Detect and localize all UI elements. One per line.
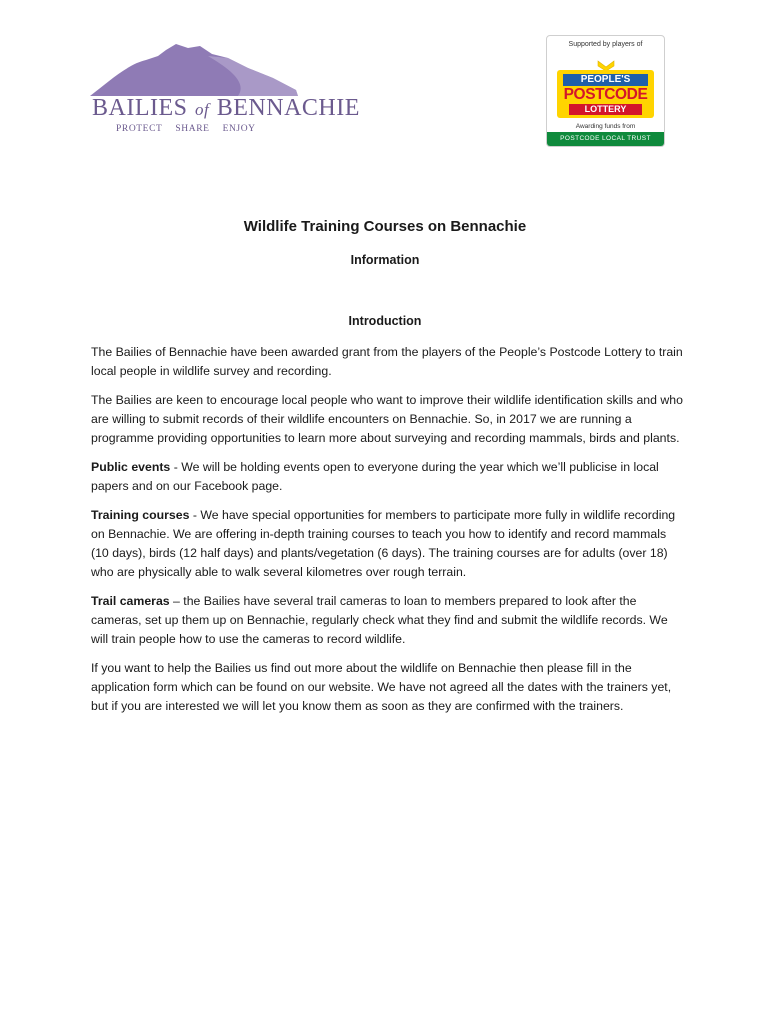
- awarding-funds-text: Awarding funds from: [575, 123, 636, 130]
- paragraph-lead: Trail cameras: [91, 594, 170, 608]
- paragraph-programme: [91, 391, 687, 448]
- document-title: Wildlife Training Courses on Bennachie: [243, 218, 527, 235]
- tagline-word: ENJOY: [222, 124, 256, 134]
- paragraph-lead: Public events: [91, 460, 171, 474]
- document-subtitle: Information: [350, 253, 420, 267]
- paragraph-text: The Bailies are keen to encourage local people who want to improve their wildlife identification skills and who are willing to submit records of their wildlife encounters on Bennachie. So, in 2017 we are running a programme providing opportunities to learn more about surveying and recording mammals, birds and plants.: [91, 393, 683, 445]
- brand-word-of: of: [195, 100, 210, 119]
- paragraph-how-to-help: [91, 659, 687, 716]
- lottery-line-lottery: LOTTERY: [569, 104, 642, 115]
- mountain-icon: [88, 42, 303, 98]
- lottery-line-peoples: PEOPLE'S: [563, 74, 648, 86]
- lottery-badge: [557, 70, 654, 118]
- document-body: [91, 343, 687, 726]
- paragraph-training-courses: [91, 506, 687, 582]
- paragraph-lead: Training courses: [91, 508, 190, 522]
- paragraph-text: - We will be holding events open to everyone during the year which we’ll publicise in local papers and on our Facebook page.: [91, 460, 659, 493]
- tagline-word: SHARE: [175, 124, 210, 134]
- paragraph-text: If you want to help the Bailies us find out more about the wildlife on Bennachie then please fill in the application form which can be found on our website. We have not agreed all the dates with the trainers yet, but if you are interested we will let you know them as soon as they are confirmed with the trainers.: [91, 661, 672, 713]
- paragraph-grant: [91, 343, 687, 381]
- brand-name: [92, 95, 360, 122]
- brand-word-bailies: BAILIES: [92, 95, 188, 121]
- peoples-postcode-lottery-logo: [546, 35, 665, 147]
- paragraph-text: - We have special opportunities for members to participate more fully in wildlife recording on Bennachie. We are offering in-depth training courses to teach you how to identify and record mammals (10 days), birds (12 half days) and plants/vegetation (6 days). The training courses are for adults (over 18) who are physically able to walk several kilometres over rough terrain.: [91, 508, 676, 579]
- paragraph-text: The Bailies of Bennachie have been awarded grant from the players of the People’s Postcode Lottery to train local people in wildlife survey and recording.: [91, 345, 683, 378]
- brand-tagline: [116, 124, 266, 134]
- bailies-of-bennachie-logo: [88, 42, 360, 142]
- postcode-local-trust-bar: POSTCODE LOCAL TRUST: [547, 132, 664, 146]
- paragraph-text: – the Bailies have several trail cameras to loan to members prepared to look after the cameras, set up them up on Bennachie, regularly check what they find and submit the wildlife records. We will train people how to use the cameras to record wildlife.: [91, 594, 668, 646]
- supported-by-text: Supported by players of: [568, 41, 643, 48]
- brand-word-bennachie: BENNACHIE: [216, 95, 360, 121]
- paragraph-public-events: [91, 458, 687, 496]
- paragraph-trail-cameras: [91, 592, 687, 649]
- lottery-line-postcode: POSTCODE: [563, 86, 648, 103]
- tagline-word: PROTECT: [116, 124, 163, 134]
- introduction-heading: Introduction: [348, 314, 422, 328]
